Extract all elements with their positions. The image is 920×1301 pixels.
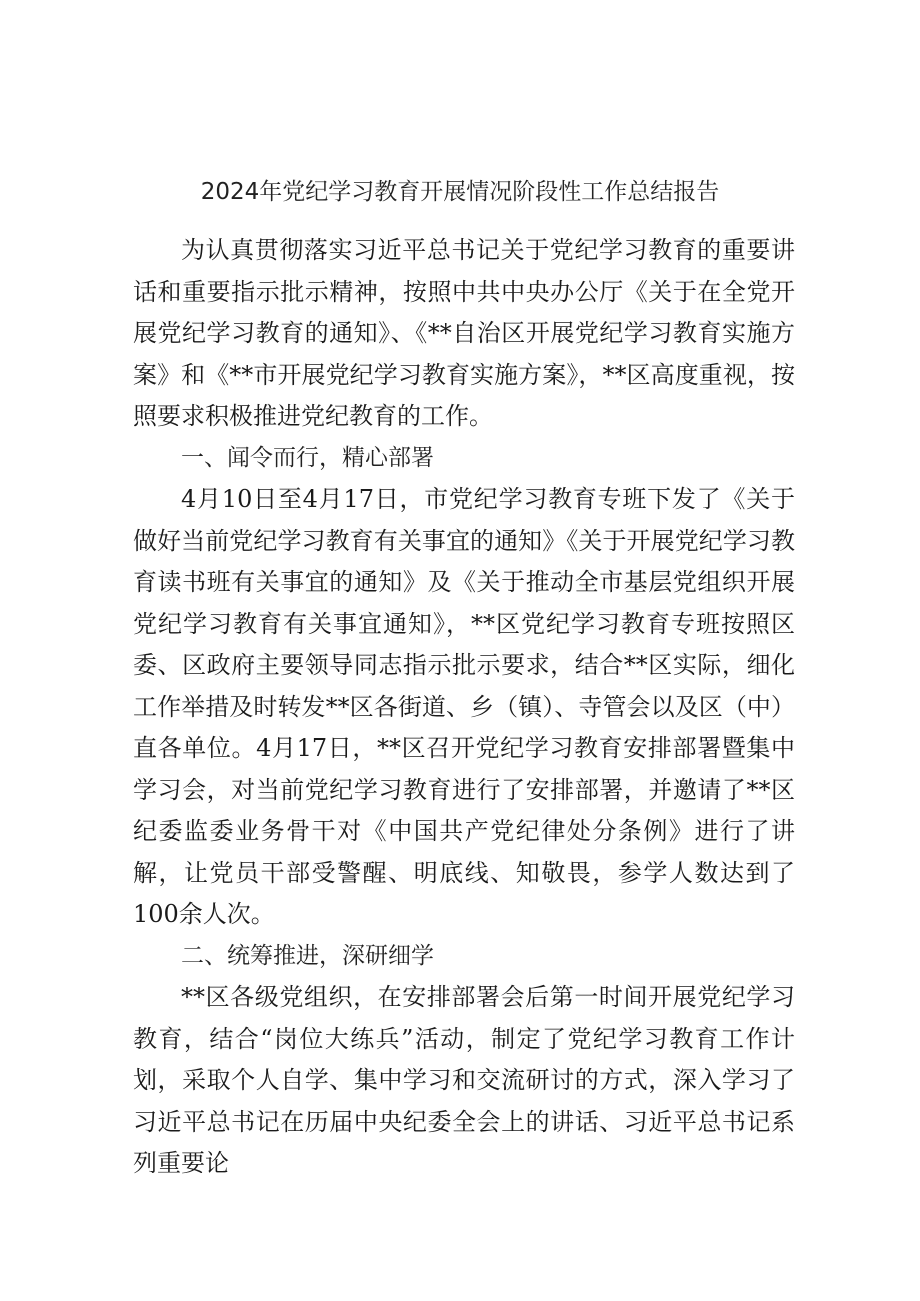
document-title: 2024年党纪学习教育开展情况阶段性工作总结报告 — [200, 179, 720, 205]
document-body — [133, 230, 795, 1185]
section-1-paragraph: 4月10日至4月17日，市党纪学习教育专班下发了《关于做好当前党纪学习教育有关事宜的通知》《关于开展党纪学习教育读书班有关事宜的通知》及《关于推动全市基层党组织开展党纪学习教育有关事宜通知》，**区党纪学习教育专班按照区委、区政府主要领导同志指示批示要求，结合**区实际，细化工作举措及时转发**区各街道、乡（镇）、寺管会以及区（中）直各单位。4月17日，**区召开党纪学习教育安排部署暨集中学习会，对当前党纪学习教育进行了安排部署，并邀请了**区纪委监委业务骨干对《中国共产党纪律处分条例》进行了讲解，让党员干部受警醒、明底线、知敬畏，参学人数达到了100余人次。 — [133, 485, 795, 928]
section-heading-1: 一、闻令而行，精心部署 — [181, 444, 434, 471]
section-heading-2: 二、统筹推进，深研细学 — [181, 942, 434, 969]
intro-paragraph: 为认真贯彻落实习近平总书记关于党纪学习教育的重要讲话和重要指示批示精神，按照中共中央办公厅《关于在全党开展党纪学习教育的通知》、《**自治区开展党纪学习教育实施方案》和《**市开展党纪学习教育实施方案》，**区高度重视，按照要求积极推进党纪教育的工作。 — [133, 236, 795, 430]
section-2-paragraph: **区各级党组织，在安排部署会后第一时间开展党纪学习教育，结合“岗位大练兵”活动，制定了党纪学习教育工作计划，采取个人自学、集中学习和交流研讨的方式，深入学习了习近平总书记在历届中央纪委全会上的讲话、习近平总书记系列重要论 — [133, 983, 795, 1177]
